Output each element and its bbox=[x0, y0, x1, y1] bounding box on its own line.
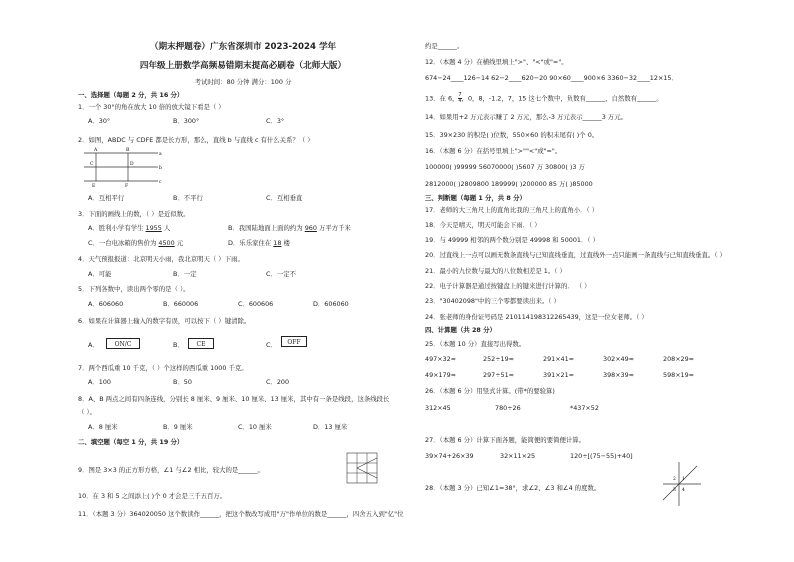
section-4-heading: 四、计算题（共 28 分） bbox=[425, 326, 496, 334]
fig-label: C bbox=[90, 162, 94, 167]
q9-grid-figure bbox=[346, 452, 378, 484]
question-5: 5．下列各数中，读出两个零的是（ ）。 bbox=[78, 285, 190, 293]
q6-option-a: A． bbox=[88, 341, 99, 349]
question-25: 25．（本题 10 分）直接写出得数。 bbox=[425, 340, 526, 348]
q26-item: *437×52 bbox=[570, 404, 599, 412]
question-4: 4．天气预报报道：北京明天小雨，我北京明天（ ）下雨。 bbox=[78, 255, 244, 263]
fig-label: E bbox=[92, 184, 96, 187]
q4-option-a: A．可能 bbox=[88, 270, 112, 278]
question-10: 10．在 3 和 5 之间添上( )个 0 才会是三千五百万。 bbox=[78, 492, 227, 500]
section-1-heading: 一、选择题（每题 2 分，共 16 分） bbox=[78, 91, 184, 99]
q25-item: 398×39≈ bbox=[603, 371, 635, 379]
fig-label: D bbox=[130, 162, 134, 167]
question-19: 19．与 49999 相邻的两个数分别是 49998 和 50001．（ ） bbox=[425, 236, 599, 244]
question-16: 16．（本题 6 分）在括号里填上">""<"或"="。 bbox=[425, 147, 562, 155]
question-22: 22．电子计算器是通过按键盘上的键来进行计算的． （ ） bbox=[425, 282, 591, 290]
question-2: 2．如图，ABDC 与 CDFE 都是长方形，那么，直线 b 与直线 c 有什么关系？（ ） bbox=[78, 136, 314, 144]
q7-option-c: C．200 bbox=[266, 378, 290, 386]
q16-row-2: 2812000( )2809800 189999( )200000 85 万( )85000 bbox=[425, 180, 593, 188]
q28-angle-figure bbox=[657, 460, 703, 508]
q25-item: 208×29≈ bbox=[663, 355, 695, 363]
q4-option-b: B．一定 bbox=[173, 270, 197, 278]
question-8-blank: （ ）。 bbox=[78, 408, 97, 416]
q25-item: 297÷51≈ bbox=[483, 371, 515, 379]
fig-label: a bbox=[159, 152, 162, 157]
question-23: 23．"30402098"中的三个零都要读出来。（ ） bbox=[425, 297, 560, 305]
calculator-key-on-c: ON/C bbox=[106, 338, 140, 349]
q27-item: 39×74+26×39 bbox=[425, 452, 474, 460]
q5-option-b: B．660006 bbox=[163, 300, 199, 308]
calculator-key-off: OFF bbox=[281, 336, 307, 347]
q1-option-c: C．3° bbox=[266, 117, 285, 125]
q8-option-d: D．13 厘米 bbox=[313, 423, 348, 431]
q11-continued: 约是______。 bbox=[425, 42, 464, 50]
angle-label: 2 bbox=[673, 477, 676, 482]
title-line-1: （期末押题卷）广东省深圳市 2023-2024 学年 bbox=[149, 42, 337, 52]
section-3-heading: 三、判断题（每题 1 分，共 8 分） bbox=[425, 194, 526, 202]
q8-option-c: C．10 厘米 bbox=[238, 423, 272, 431]
question-6: 6．如果在计算器上输入的数字有误，可以按下（ ）键清除。 bbox=[78, 317, 251, 325]
q5-option-d: D．606060 bbox=[313, 300, 349, 308]
question-24: 24．张老师的身份证号码是 210114198312265439，这是一位女老师。（ ） bbox=[425, 313, 648, 321]
calculator-key-ce: CE bbox=[188, 338, 214, 349]
question-28: 28．（本题 3 分）已知∠1=38°，求∠2、∠3 和∠4 的度数。 bbox=[425, 484, 601, 492]
question-26: 26．（本题 6 分）用竖式计算。(带*的要验算) bbox=[425, 387, 555, 395]
fraction-7-4: $\frac{7}{4}$ bbox=[458, 92, 462, 104]
fig-label: B bbox=[126, 148, 130, 153]
fig-label: c bbox=[159, 180, 162, 185]
q7-option-b: B．50 bbox=[173, 378, 192, 386]
q25-item: 49×179≈ bbox=[425, 371, 457, 379]
q3-option-b: B．我国陆地面上面的约为 960 万平方千米 bbox=[228, 224, 351, 232]
fig-label: b bbox=[159, 166, 162, 171]
q8-option-b: B．9 厘米 bbox=[163, 423, 193, 431]
q25-item: 598×19≈ bbox=[663, 371, 695, 379]
q8-option-a: A．8 厘米 bbox=[88, 423, 118, 431]
q2-option-b: B．不平行 bbox=[173, 194, 203, 202]
question-9: 9．图是 3×3 的正方形方格，∠1 与∠2 相比，较大的是______。 bbox=[78, 466, 264, 474]
question-15: 15．39×230 的积是( )位数，550×60 的积末尾有( )个 0。 bbox=[425, 131, 599, 139]
question-7: 7．两个西瓜重 10 千克，（ ）个这样的西瓜重 1000 千克。 bbox=[78, 364, 248, 372]
q25-item: 291×41≈ bbox=[543, 355, 575, 363]
q25-item: 497×32≈ bbox=[425, 355, 457, 363]
question-17: 17．老师的大三角尺上的直角比我的三角尺上的直角小．（ ） bbox=[425, 206, 599, 214]
q3-option-a: A．胜利小学有学生 1955 人 bbox=[88, 224, 171, 232]
question-11: 11．（本题 3 分）364020050 这个数读作______，把这个数改写成用"万"作单位的数是______，四舍五入到"亿"位 bbox=[78, 510, 404, 518]
angle-label: 3 bbox=[673, 488, 676, 493]
q25-item: 252÷19≈ bbox=[483, 355, 515, 363]
title-line-2: 四年级上册数学高频易错期末提高必刷卷（北师大版） bbox=[139, 61, 347, 71]
section-2-heading: 二、填空题（每空 1 分，共 19 分） bbox=[78, 438, 184, 446]
q7-option-a: A．100 bbox=[88, 378, 111, 386]
q27-item: 120÷[(75−55)+40] bbox=[570, 452, 633, 460]
q25-item: 391×21≈ bbox=[543, 371, 575, 379]
question-8: 8．A、B 两点之间有四条连线，分别长 8 厘米、9 厘米、10 厘米、13 厘米，其中有一条是线段，这条线段长 bbox=[78, 395, 390, 403]
q2-rectangles-figure bbox=[82, 147, 162, 187]
question-27: 27．（本题 6 分）计算下面各题，能简便的要简便计算。 bbox=[425, 436, 586, 444]
question-14: 14．如果用+2 万元表示赚了 2 万元，那么-3 万元表示______3 万元。 bbox=[425, 113, 627, 121]
q26-item: 780÷26 bbox=[495, 404, 521, 412]
q3-option-d: D．乐乐家住在 18 楼 bbox=[228, 239, 290, 247]
q12-comparisons: 674−24____126−14 62−2____620−20 90×60____900×6 3360−32____12×15． bbox=[425, 74, 678, 82]
fig-label: F bbox=[125, 184, 129, 187]
question-21: 21．最小的九位数与最大的八位数相差是 1。（ ） bbox=[425, 267, 566, 275]
q16-row-1: 100000( )99999 56070000( )5607 万 30800( )3 万 bbox=[425, 163, 585, 171]
fig-label: A bbox=[94, 148, 98, 153]
exam-info: 考试时间：80 分钟 满分：100 分 bbox=[194, 78, 292, 86]
question-20: 20．过直线上一点可以画无数条直线与已知直线垂直，过直线外一点只能画一条直线与已知直线垂直。（ ） bbox=[425, 251, 726, 259]
q1-option-b: B．300° bbox=[173, 117, 200, 125]
question-12: 12．（本题 4 分）在横线里填上">"、"<"或"="。 bbox=[425, 58, 568, 66]
q6-option-b: B． bbox=[173, 341, 184, 349]
question-3: 3．下面的画线上的数，（ ）是近似数。 bbox=[78, 210, 190, 218]
q6-option-c: C． bbox=[266, 341, 277, 349]
q5-option-c: C．600606 bbox=[238, 300, 274, 308]
q2-option-c: C．互相垂直 bbox=[266, 194, 303, 202]
question-13: 13．在 6， $\frac{7}{4}$ ，0，8，-1.2，7，15 这七个数中，负数有______，自然数有______。 bbox=[425, 92, 663, 104]
question-1: 1．一个 30°的角在放大 10 倍的放大镜下看是（ ） bbox=[78, 103, 225, 111]
q3-option-c: C．一台电冰箱的售价为 4500 元 bbox=[88, 239, 184, 247]
q26-item: 312×45 bbox=[425, 404, 451, 412]
angle-label: 4 bbox=[682, 488, 685, 493]
q27-item: 32×11×25 bbox=[500, 452, 536, 460]
q4-option-c: C．一定不 bbox=[266, 270, 297, 278]
question-18: 18．今天是晴天，明天可能会下雨．（ ） bbox=[425, 221, 541, 229]
q1-option-a: A．30° bbox=[88, 117, 111, 125]
q5-option-a: A．606060 bbox=[88, 300, 124, 308]
q2-option-a: A．互相平行 bbox=[88, 194, 125, 202]
angle-label: 1 bbox=[682, 477, 685, 482]
q25-item: 302×49≈ bbox=[603, 355, 635, 363]
